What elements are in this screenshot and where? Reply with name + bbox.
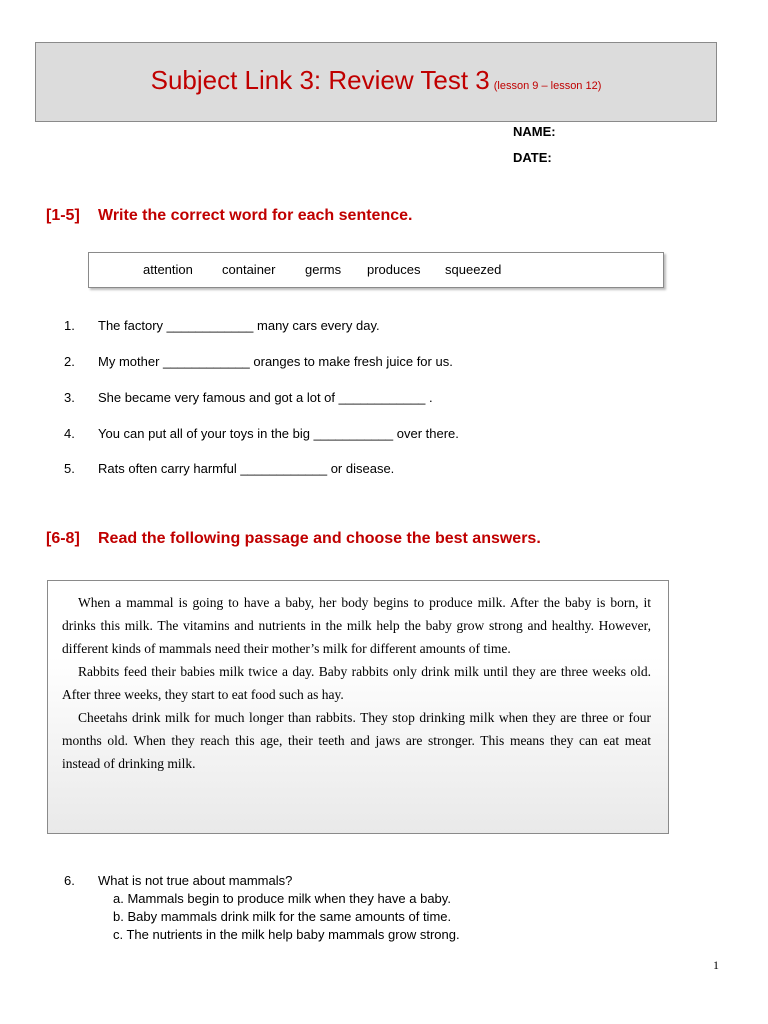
question-3 [64, 390, 433, 405]
question-text: The factory ____________ many cars every day. [98, 318, 380, 333]
section-1-title: Write the correct word for each sentence. [98, 207, 413, 224]
question-text: Rats often carry harmful ____________ or disease. [98, 461, 395, 476]
word-bank-item: container [222, 262, 276, 277]
question-text: What is not true about mammals? [98, 873, 293, 888]
question-number: 4. [64, 426, 75, 441]
word-bank-item: germs [305, 262, 342, 277]
answer-option-b: b. Baby mammals drink milk for the same amounts of time. [113, 909, 452, 924]
title-main: Subject Link 3: Review Test 3 [150, 65, 490, 95]
reading-passage [47, 580, 669, 834]
name-label: NAME: [513, 124, 556, 139]
question-stem [64, 872, 460, 890]
section-2-heading [46, 530, 541, 548]
page-number: 1 [713, 958, 719, 972]
question-5 [64, 461, 394, 476]
question-number: 3. [64, 390, 75, 405]
question-number: 5. [64, 461, 75, 476]
section-2-number: [6-8] [46, 530, 80, 547]
answer-option-c: c. The nutrients in the milk help baby mammals grow strong. [113, 927, 460, 942]
title-subtitle: (lesson 9 – lesson 12) [493, 80, 602, 92]
passage-paragraph: Rabbits feed their babies milk twice a day. Baby rabbits only drink milk until they are three weeks old. After three weeks, they start to eat food such as hay. [62, 664, 651, 702]
word-bank-item: attention [143, 262, 193, 277]
word-bank-item: squeezed [445, 262, 502, 277]
word-bank [88, 252, 664, 288]
question-text: She became very famous and got a lot of ____________ . [98, 390, 433, 405]
date-label: DATE: [513, 150, 552, 165]
passage-paragraph: When a mammal is going to have a baby, her body begins to produce milk. After the baby is born, it drinks this milk. The vitamins and nutrients in the milk help the baby grow strong and healthy. However, different kinds of mammals need their mother’s milk for different amounts of time. [62, 595, 651, 656]
section-1-heading [46, 207, 412, 225]
question-number: 2. [64, 354, 75, 369]
passage-paragraph: Cheetahs drink milk for much longer than rabbits. They stop drinking milk when they are three or four months old. When they reach this age, their teeth and jaws are stronger. This means they can eat meat instead of drinking milk. [62, 710, 651, 771]
section-2-title: Read the following passage and choose the best answers. [98, 530, 541, 547]
question-6 [64, 872, 460, 944]
word-bank-item: produces [367, 262, 421, 277]
question-4 [64, 426, 459, 441]
question-number: 6. [64, 873, 75, 888]
page-title [36, 65, 716, 96]
question-1 [64, 318, 380, 333]
question-2 [64, 354, 453, 369]
question-text: My mother ____________ oranges to make fresh juice for us. [98, 354, 453, 369]
answer-option-a: a. Mammals begin to produce milk when they have a baby. [113, 891, 451, 906]
title-box [35, 42, 717, 122]
question-text: You can put all of your toys in the big ___________ over there. [98, 426, 459, 441]
section-1-number: [1-5] [46, 207, 80, 224]
question-number: 1. [64, 318, 75, 333]
